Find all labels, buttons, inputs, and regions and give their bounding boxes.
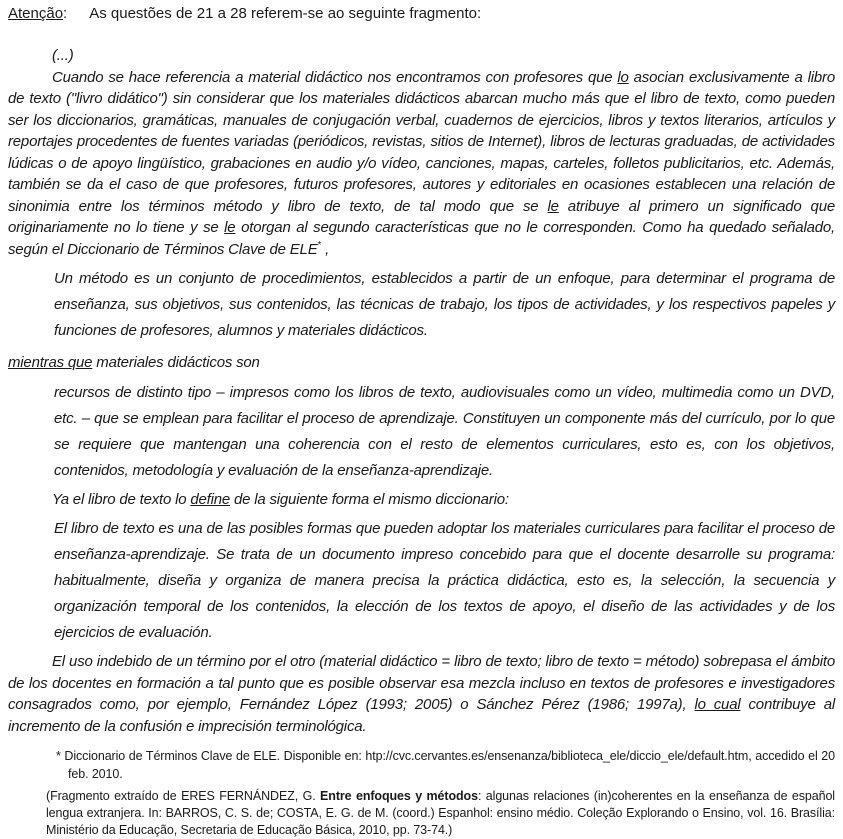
p1-run: Cuando se hace referencia a material didáctico nos encontramos con profesores que — [52, 68, 618, 86]
underlined-term-le: le — [547, 197, 559, 215]
quote-block-libro-de-texto: El libro de texto es una de las posibles formas que pueden adoptar los materiales curriculares para facilitar el proceso de enseñanza-aprendizaje. Se trata de un documento impreso concebido para que el docente desarrolle su programa: habitualmente, diseña y organiza de manera precisa la práctica didáctica, esto es, la selección, la secuencia y organización temporal de los contenidos, la elección de los textos de apoyo, el diseño de las actividades y de los ejercicios de evaluación. — [54, 520, 835, 641]
quote-block-materiales-didacticos: recursos de distinto tipo – impresos como los libros de texto, audiovisuales como un vídeo, multimedia como un DVD, etc. – que se emplean para facilitar el proceso de aprendizaje. Constituyen un componente más del currículo, por lo que se requiere que mantengan una coherencia con el resto de elementos curriculares, esto es, con los objetivos, contenidos, metodología y evaluación de la enseñanza-aprendizaje. — [54, 383, 835, 479]
attention-instruction: As questões de 21 a 28 referem-se ao seguinte fragmento: — [89, 5, 482, 22]
fragment-ellipsis: (...) — [52, 47, 74, 64]
footnote-asterisk-text: Diccionario de Términos Clave de ELE. Disponible en: htp://cvc.cervantes.es/ensenanza/biblioteca_ele/diccio_ele/default.htm, accedido el 20 feb. 2010. — [64, 749, 836, 781]
footnote-asterisk — [56, 747, 835, 783]
p1-run: , — [321, 240, 330, 258]
underlined-term-define: define — [190, 490, 231, 508]
footnote-marker-asterisk: * — [317, 239, 322, 251]
p1-run: atribuye al primero un significado que originariamente no lo tiene y se — [8, 197, 835, 236]
source-run: : algunas relaciones (in)coherentes en la enseñanza de español lengua extranjera. In: BARROS, C. S. de; COSTA, E. G. de M. (coord.) Espanhol: ensino médio. Coleção Explorando o Ensino, vol. 16. Brasília: Ministério da Educação, Secretaria de Educação Básica, 2010, pp. 73-74.) — [46, 789, 835, 837]
p1-run: otorgan al segundo características que no le corresponden. Como ha quedado señalado, según el Diccionario de Términos Clave de ELE — [8, 219, 835, 258]
p1-run: asocian exclusivamente a libro de texto ("livro didático") sin considerar que los materiales didácticos abarcan mucho más que el libro de texto, como pueden ser los diccionarios, gramáticas, manuales de conjugación verbal, cuadernos de ejercicios, libros y textos literarios, artículos y reportajes procedentes de fuentes variadas (periódicos, revistas, sitios de Internet), libros de lecturas graduadas, de actividades lúdicas o de apoyo lingüístico, grabaciones en audio y/o vídeo, canciones, mapas, carteles, folletos publicitarios, etc. Además, también se da el caso de que profesores, futuros profesores, autores y editoriales en ocasiones establecen una relación de sinonimia entre los términos método y libro de texto, de tal modo que se — [8, 68, 835, 215]
p2-run: contribuye al incremento de la confusión e imprecisión terminológica. — [8, 696, 835, 735]
connector-run: Ya el libro de texto lo — [52, 490, 191, 508]
footnote-source-reference — [46, 788, 835, 839]
fragment-text — [8, 45, 835, 737]
fragment-paragraph-1 — [8, 67, 835, 261]
attention-label: Atenção — [8, 5, 64, 22]
quote-block-metodo: Un método es un conjunto de procedimientos, establecidos a partir de un enfoque, para determinar el programa de enseñanza, sus objetivos, sus contenidos, las técnicas de trabajo, los tipos de actividades, y los respectivos papeles y funciones de profesores, alumnos y materiales didácticos. — [54, 270, 835, 339]
underlined-term-mientras-que: mientras que — [8, 354, 93, 371]
footnote-asterisk-marker: * — [56, 749, 65, 763]
underlined-term-le: le — [224, 219, 236, 236]
source-run: (Fragmento extraído de ERES FERNÁNDEZ, G. — [46, 789, 321, 803]
attention-colon: : — [63, 5, 68, 22]
fragment-paragraph-2 — [8, 651, 835, 737]
connector-run: materiales didácticos son — [92, 354, 260, 371]
connector-define — [8, 489, 835, 511]
underlined-term-lo: lo — [617, 68, 629, 86]
source-title-bold: Entre enfoques y métodos — [320, 789, 478, 803]
underlined-term-lo-cual: lo cual — [694, 696, 741, 713]
connector-run: de la siguiente forma el mismo diccionario: — [230, 490, 509, 508]
connector-mientras-que — [8, 352, 835, 374]
footnotes-section — [8, 747, 835, 839]
p2-run: El uso indebido de un término por el otro (material didáctico = libro de texto; libro de texto = método) sobrepasa el ámbito de los docentes en formación a tal punto que es posible observar esa mezcla incluso en textos de profesores e investigadores consagrados como, por ejemplo, Fernández López (1993; 2005) o Sánchez Pérez (1986; 1997a), — [8, 653, 835, 713]
document-page — [8, 5, 835, 839]
attention-header — [8, 5, 835, 23]
